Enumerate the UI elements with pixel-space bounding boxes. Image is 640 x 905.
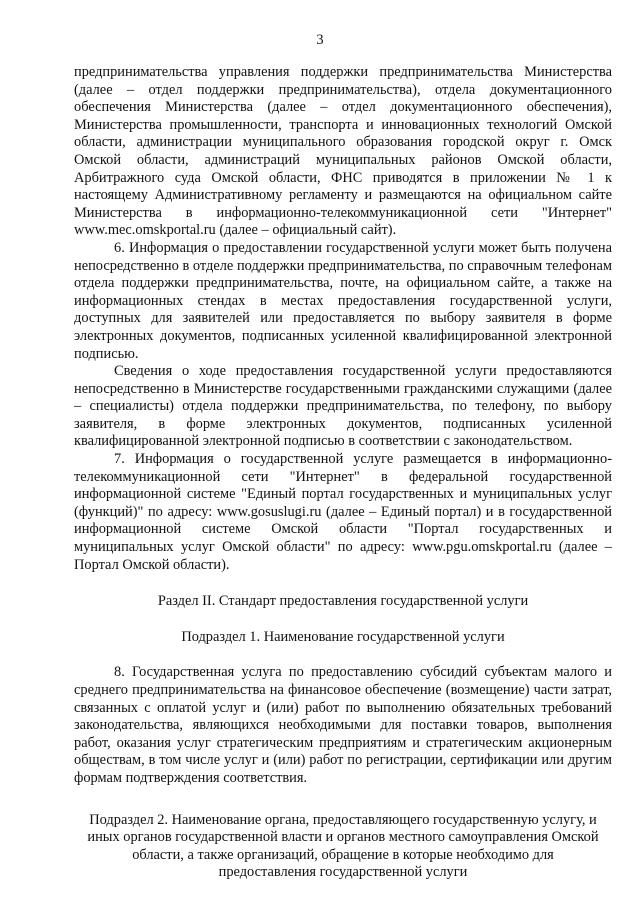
paragraph-8-service-name: 8. Государственная услуга по предоставлению субсидий субъектам малого и среднего предпринимательства на финансовое обеспечение (возмещение) части затрат, связанных с оплатой услуг и (или) работ по выполнению обязательных требований законодательства, являющихся необходимыми для поставки товаров, выполнения работ, оказания услуг стратегическим предприятиям и стратегическим акционерным обществам, в том числе услуг и (или) работ по регистрации, сертификации или другим формам подтверждения соответствия. <box>74 664 612 786</box>
page-number: 3 <box>316 32 324 48</box>
paragraph-contacts-continued: предпринимательства управления поддержки предпринимательства Министерства (далее – отдел поддержки предпринимательства), отдела документационного обеспечения Министерства (далее – отдел документационного обеспечения), Министерства промышленности, транспорта и инновационных технологий Омской области, администрации муниципального образования городской округ г. Омск Омской области, администраций муниципальных районов Омской области, Арбитражного суда Омской области, ФНС приводятся в приложении № 1 к настоящему Административному регламенту и размещаются на официальном сайте Министерства в информационно-телекоммуникационной сети "Интернет" www.mec.omskportal.ru (далее – официальный сайт). <box>74 64 612 239</box>
paragraph-6-information-sources: 6. Информация о предоставлении государственной услуги может быть получена непосредственно в отделе поддержки предпринимательства, по справочным телефонам отдела поддержки предпринимательства, почте, на официальном сайте, а также на информационных стендах в местах предоставления государственной услуги, доступных для заявителей или предоставляется по выбору заявителя в форме электронных документов, подписанных усиленной квалифицированной электронной подписью. <box>74 239 612 362</box>
subsection-1-heading: Подраздел 1. Наименование государственной услуги <box>181 628 505 645</box>
paragraph-service-progress-info: Сведения о ходе предоставления государственной услуги предоставляются непосредственно в Министерстве государственными гражданскими служащими (далее – специалисты) отдела поддержки предпринимательства, по телефону, по выбору заявителя, в форме электронных документов, подписанных усиленной квалифицированной электронной подписью в соответствии с законодательством. <box>74 363 612 450</box>
paragraph-7-internet-portals: 7. Информация о государственной услуге размещается в информационно-телекоммуникационной сети "Интернет" в федеральной государственной информационной системе "Единый портал государственных и муниципальных услуг (функций)" по адресу: www.gosuslugi.ru (далее – Единый портал) и в государственной информационной системе Омской области "Портал государственных и муниципальных услуг Омской области" по адресу: www.pgu.omskportal.ru (далее – Портал Омской области). <box>74 451 612 573</box>
section-2-heading: Раздел II. Стандарт предоставления государственной услуги <box>157 593 529 610</box>
subsection-2-heading: Подраздел 2. Наименование органа, предоставляющего государственную услугу, и иных органов государственной власти и органов местного самоуправления Омской области, а также организаций, обращение в которые необходимо для предоставления государственной услуги <box>87 811 599 881</box>
document-body <box>74 64 612 882</box>
